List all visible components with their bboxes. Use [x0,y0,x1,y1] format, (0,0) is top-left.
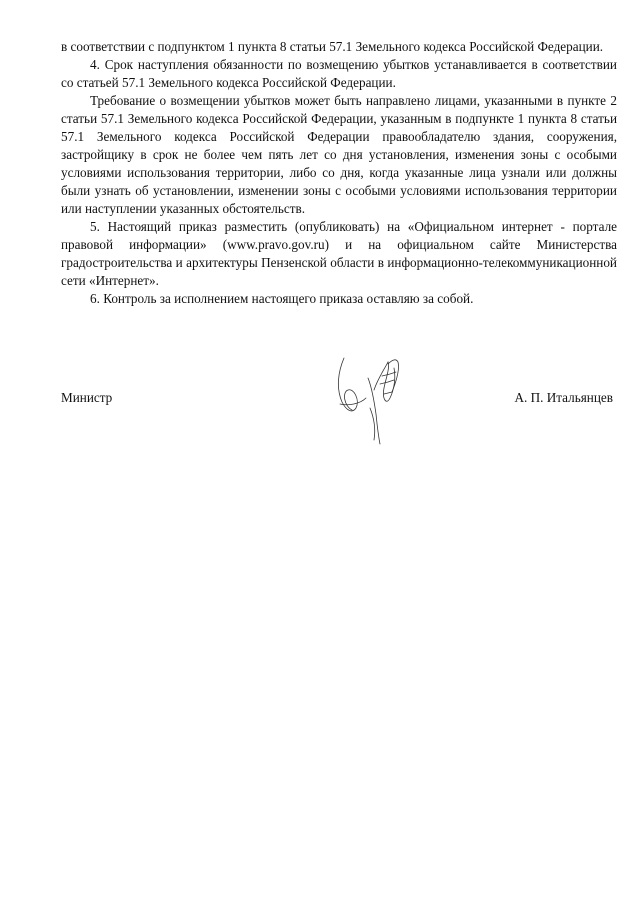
paragraph-item-5: 5. Настоящий приказ разместить (опубликовать) на «Официальном интернет - портале правовой информации» (www.pravo.gov.ru) и на официальном сайте Министерства градостроительства и архитектуры Пензенской области в информационно-телекоммуникационной сети «Интернет». [61,219,617,288]
paragraph-claim-requirement: Требование о возмещении убытков может быть направлено лицами, указанными в пункте 2 статьи 57.1 Земельного кодекса Российской Федерации, указанным в подпункте 1 пункта 8 статьи 57.1 Земельного кодекса Российской Федерации правообладателю здания, сооружения, застройщику в срок не более чем пять лет со дня установления, изменения зоны с особыми условиями использования территории, либо со дня, когда указанные лица узнали или должны были узнать об установлении, изменении зоны с особыми условиями использования территории или наступлении указанных обстоятельств. [61,93,617,216]
paragraph-continuation: в соответствии с подпунктом 1 пункта 8 статьи 57.1 Земельного кодекса Российской Федерации. [61,39,604,54]
signer-name: А. П. Итальянцев [514,390,613,405]
paragraph-item-4: 4. Срок наступления обязанности по возмещению убытков устанавливается в соответствии со статьей 57.1 Земельного кодекса Российской Федерации. [61,57,617,90]
signature-block [61,390,617,414]
document-body [61,38,617,308]
paragraph-item-6: 6. Контроль за исполнением настоящего приказа оставляю за собой. [90,291,474,306]
signer-role: Министр [61,390,113,405]
